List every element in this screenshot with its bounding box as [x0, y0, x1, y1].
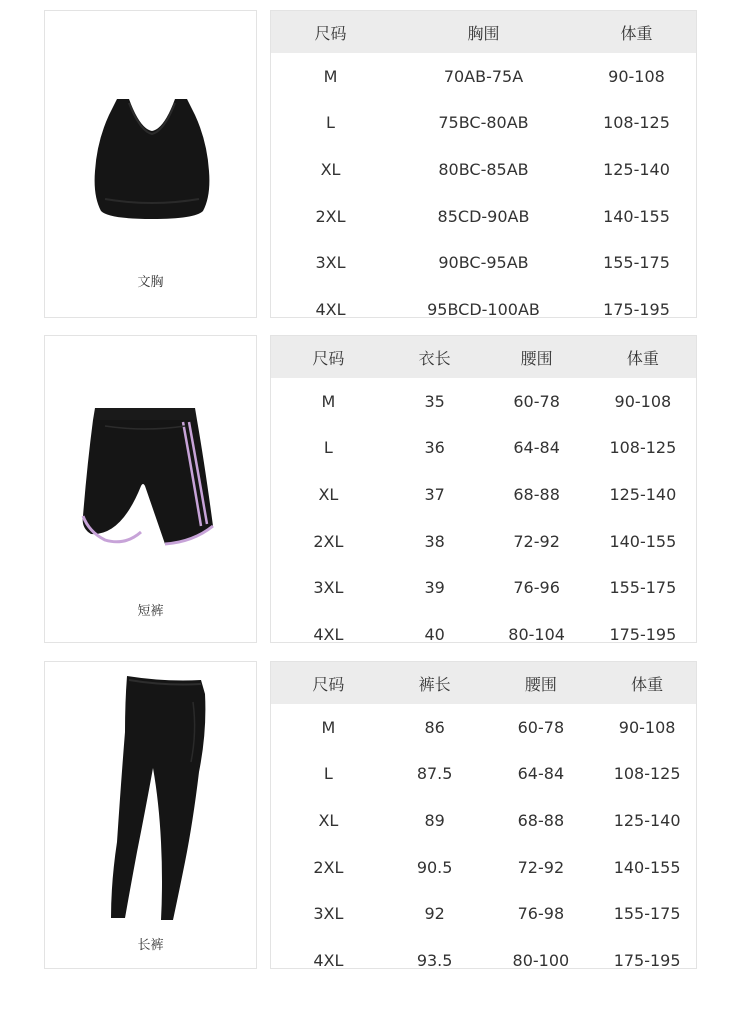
shorts-image	[45, 336, 258, 644]
table-cell: 76-98	[517, 904, 565, 924]
table-cell: 4XL	[313, 950, 344, 970]
table-cell: 90.5	[416, 857, 453, 877]
table-cell: 175-195	[603, 299, 670, 319]
table-cell: 3XL	[313, 904, 344, 924]
table-cell: 80-104	[508, 624, 565, 644]
table-cell: L	[323, 438, 333, 458]
table-cell: 4XL	[313, 624, 344, 644]
header-cell: 胸围	[390, 11, 577, 53]
table-cell: M	[323, 66, 338, 86]
bra-size-table	[270, 10, 697, 318]
header-cell: 尺码	[271, 662, 386, 704]
table-cell: 76-96	[513, 578, 560, 598]
table-cell: 155-175	[609, 578, 677, 598]
table-row	[271, 844, 696, 891]
header-cell: 腰围	[484, 336, 590, 378]
table-cell: 175-195	[613, 950, 681, 970]
table-cell: 2XL	[313, 857, 344, 877]
table-cell: 95BCD-100AB	[427, 299, 540, 319]
table-cell: 75BC-80AB	[438, 113, 529, 133]
table-cell: 38	[424, 531, 445, 551]
table-cell: 140-155	[609, 531, 677, 551]
table-cell: 92	[424, 904, 445, 924]
shorts-size-table	[270, 335, 697, 643]
table-row	[271, 286, 696, 333]
table-cell: 3XL	[313, 578, 344, 598]
table-row	[271, 425, 696, 472]
leggings-section	[0, 661, 750, 971]
shorts-image-box	[44, 335, 257, 643]
header-cell: 体重	[590, 336, 696, 378]
table-cell: 155-175	[603, 253, 670, 273]
table-cell: 68-88	[513, 484, 560, 504]
table-cell: 64-84	[517, 764, 565, 784]
leggings-image-box	[44, 661, 257, 969]
header-cell: 体重	[577, 11, 696, 53]
bra-label: 文胸	[137, 275, 164, 290]
table-cell: 125-140	[613, 810, 681, 830]
leggings-label: 长裤	[137, 938, 164, 953]
leggings-image	[45, 662, 258, 970]
table-cell: L	[326, 113, 335, 133]
table-header-row	[271, 662, 696, 704]
table-cell: 90BC-95AB	[438, 253, 529, 273]
table-cell: 175-195	[609, 624, 677, 644]
table-cell: 86	[424, 717, 445, 737]
table-cell: 108-125	[609, 438, 677, 458]
table-row	[271, 53, 696, 100]
table-cell: XL	[318, 810, 339, 830]
shorts-label: 短裤	[137, 604, 164, 619]
table-cell: 125-140	[603, 159, 670, 179]
table-cell: XL	[318, 484, 339, 504]
table-cell: 35	[424, 391, 445, 411]
table-cell: L	[323, 764, 333, 784]
table-cell: M	[321, 391, 336, 411]
table-cell: 68-88	[517, 810, 565, 830]
table-cell: 85CD-90AB	[437, 206, 530, 226]
table-row	[271, 518, 696, 565]
table-row	[271, 146, 696, 193]
table-row	[271, 704, 696, 751]
table-row	[271, 937, 696, 984]
header-cell: 尺码	[271, 336, 386, 378]
header-cell: 尺码	[271, 11, 390, 53]
table-cell: 90-108	[614, 391, 672, 411]
table-cell: 90-108	[618, 717, 676, 737]
table-cell: 140-155	[603, 206, 670, 226]
table-row	[271, 100, 696, 147]
table-cell: 70AB-75A	[443, 66, 524, 86]
table-header-row	[271, 336, 696, 378]
table-cell: 2XL	[313, 531, 344, 551]
table-cell: 72-92	[513, 531, 560, 551]
table-row	[271, 611, 696, 658]
table-cell: 3XL	[315, 253, 346, 273]
table-cell: 2XL	[315, 206, 346, 226]
table-cell: 4XL	[315, 299, 346, 319]
table-cell: 125-140	[609, 484, 677, 504]
table-cell: 155-175	[613, 904, 681, 924]
table-header-row	[271, 11, 696, 53]
table-cell: XL	[320, 159, 341, 179]
bra-image-box	[44, 10, 257, 318]
header-cell: 裤长	[386, 662, 484, 704]
table-cell: 108-125	[603, 113, 670, 133]
bra-section	[0, 10, 750, 320]
header-cell: 体重	[598, 662, 696, 704]
table-row	[271, 378, 696, 425]
table-cell: 80BC-85AB	[438, 159, 529, 179]
table-cell: 37	[424, 484, 445, 504]
table-cell: 90-108	[608, 66, 665, 86]
table-cell: 40	[424, 624, 445, 644]
table-row	[271, 239, 696, 286]
table-row	[271, 751, 696, 798]
table-cell: 60-78	[517, 717, 565, 737]
table-row	[271, 890, 696, 937]
leggings-size-table	[270, 661, 697, 969]
table-cell: 89	[424, 810, 445, 830]
table-row	[271, 471, 696, 518]
table-cell: 39	[424, 578, 445, 598]
shorts-section	[0, 335, 750, 645]
table-cell: 80-100	[512, 950, 570, 970]
table-cell: 93.5	[416, 950, 453, 970]
table-cell: 36	[424, 438, 445, 458]
table-cell: 64-84	[513, 438, 560, 458]
table-row	[271, 797, 696, 844]
table-row	[271, 564, 696, 611]
table-cell: 140-155	[613, 857, 681, 877]
table-cell: 87.5	[416, 764, 453, 784]
header-cell: 腰围	[484, 662, 599, 704]
table-cell: 108-125	[613, 764, 681, 784]
header-cell: 衣长	[386, 336, 484, 378]
table-cell: M	[321, 717, 336, 737]
table-cell: 60-78	[513, 391, 560, 411]
table-cell: 72-92	[517, 857, 565, 877]
table-row	[271, 193, 696, 240]
